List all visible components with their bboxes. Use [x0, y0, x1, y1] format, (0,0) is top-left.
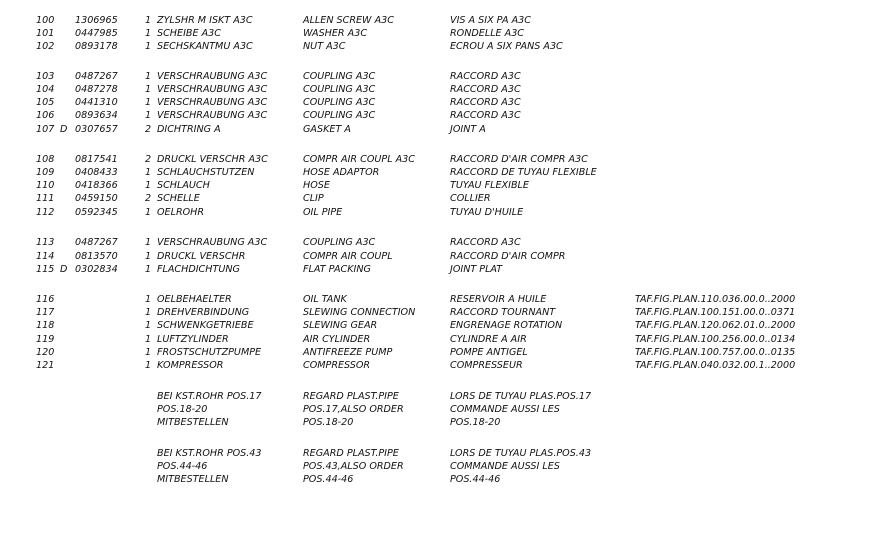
cell-en: CLIP: [303, 193, 324, 204]
cell-de: ZYLSHR M ISKT A3C: [157, 15, 253, 26]
cell-num: 0459150: [75, 193, 118, 204]
cell-en: WASHER A3C: [303, 28, 368, 39]
cell-pos: 107: [36, 124, 55, 135]
cell-en: OIL TANK: [303, 294, 347, 305]
cell-ref: TAF.FIG.PLAN.120.062.01.0..2000: [635, 320, 796, 331]
cell-en: OIL PIPE: [303, 207, 343, 218]
note-line-de: BEI KST.ROHR POS.17: [157, 391, 262, 402]
cell-en: SLEWING GEAR: [303, 320, 378, 331]
cell-ref: TAF.FIG.PLAN.100.757.00.0..0135: [635, 347, 796, 358]
cell-fr: RACCORD A3C: [450, 84, 521, 95]
cell-en: HOSE: [303, 180, 330, 191]
note-line-en: POS.43,ALSO ORDER: [303, 461, 404, 472]
note-line-de: MITBESTELLEN: [157, 474, 229, 485]
note-line-fr: COMMANDE AUSSI LES: [450, 461, 560, 472]
cell-qty: 1: [145, 28, 152, 39]
cell-num: 0487267: [75, 71, 118, 82]
cell-de: DICHTRING A: [157, 124, 221, 135]
cell-de: FROSTSCHUTZPUMPE: [157, 347, 262, 358]
cell-pos: 106: [36, 110, 55, 121]
cell-num: 0307657: [75, 124, 118, 135]
cell-num: 0893634: [75, 110, 118, 121]
cell-qty: 2: [145, 154, 152, 165]
note-line-en: POS.18-20: [303, 417, 354, 428]
note-line-fr: COMMANDE AUSSI LES: [450, 404, 560, 415]
cell-fr: RESERVOIR A HUILE: [450, 294, 547, 305]
note-line-fr: LORS DE TUYAU PLAS.POS.17: [450, 391, 592, 402]
cell-num: 0418366: [75, 180, 118, 191]
cell-num: 0893178: [75, 41, 118, 52]
note-line-fr: LORS DE TUYAU PLAS.POS.43: [450, 448, 592, 459]
cell-pos: 119: [36, 334, 55, 345]
cell-qty: 1: [145, 264, 152, 275]
cell-en: SLEWING CONNECTION: [303, 307, 416, 318]
cell-num: 0441310: [75, 97, 118, 108]
cell-fr: JOINT PLAT: [450, 264, 503, 275]
cell-de: VERSCHRAUBUNG A3C: [157, 84, 268, 95]
cell-de: VERSCHRAUBUNG A3C: [157, 237, 268, 248]
cell-num: 0487278: [75, 84, 118, 95]
cell-en: COUPLING A3C: [303, 97, 376, 108]
cell-ref: TAF.FIG.PLAN.100.256.00.0..0134: [635, 334, 796, 345]
cell-fr: COMPRESSEUR: [450, 360, 523, 371]
note-line-en: REGARD PLAST.PIPE: [303, 448, 399, 459]
cell-qty: 1: [145, 307, 152, 318]
cell-de: SCHELLE: [157, 193, 200, 204]
cell-fr: RONDELLE A3C: [450, 28, 525, 39]
cell-pos: 104: [36, 84, 55, 95]
cell-pos: 102: [36, 41, 55, 52]
cell-qty: 1: [145, 237, 152, 248]
cell-en: COUPLING A3C: [303, 110, 376, 121]
cell-qty: 1: [145, 294, 152, 305]
cell-qty: 1: [145, 84, 152, 95]
cell-en: COMPRESSOR: [303, 360, 371, 371]
cell-en: ANTIFREEZE PUMP: [303, 347, 393, 358]
cell-num: 0408433: [75, 167, 118, 178]
cell-de: VERSCHRAUBUNG A3C: [157, 110, 268, 121]
cell-fr: TUYAU D'HUILE: [450, 207, 524, 218]
cell-de: VERSCHRAUBUNG A3C: [157, 97, 268, 108]
cell-de: VERSCHRAUBUNG A3C: [157, 71, 268, 82]
cell-en: FLAT PACKING: [303, 264, 371, 275]
cell-qty: 2: [145, 124, 152, 135]
cell-fr: RACCORD TOURNANT: [450, 307, 556, 318]
cell-fr: RACCORD DE TUYAU FLEXIBLE: [450, 167, 597, 178]
cell-pos: 109: [36, 167, 55, 178]
note-line-fr: POS.44-46: [450, 474, 501, 485]
cell-d: D: [60, 264, 68, 275]
cell-en: COUPLING A3C: [303, 71, 376, 82]
cell-qty: 1: [145, 334, 152, 345]
cell-pos: 112: [36, 207, 55, 218]
cell-fr: CYLINDRE A AIR: [450, 334, 527, 345]
note-line-en: POS.17,ALSO ORDER: [303, 404, 404, 415]
cell-de: OELROHR: [157, 207, 205, 218]
cell-fr: RACCORD A3C: [450, 71, 521, 82]
note-line-de: POS.18-20: [157, 404, 208, 415]
note-line-fr: POS.18-20: [450, 417, 501, 428]
note-line-de: POS.44-46: [157, 461, 208, 472]
cell-qty: 1: [145, 97, 152, 108]
cell-en: COMPR AIR COUPL A3C: [303, 154, 415, 165]
cell-pos: 103: [36, 71, 55, 82]
cell-fr: RACCORD A3C: [450, 237, 521, 248]
cell-en: HOSE ADAPTOR: [303, 167, 380, 178]
cell-pos: 117: [36, 307, 55, 318]
cell-en: COUPLING A3C: [303, 84, 376, 95]
cell-qty: 1: [145, 15, 152, 26]
cell-qty: 1: [145, 320, 152, 331]
cell-fr: RACCORD A3C: [450, 110, 521, 121]
cell-de: OELBEHAELTER: [157, 294, 232, 305]
cell-en: GASKET A: [303, 124, 351, 135]
cell-en: ALLEN SCREW A3C: [303, 15, 394, 26]
cell-qty: 1: [145, 251, 152, 262]
cell-pos: 111: [36, 193, 55, 204]
cell-de: DREHVERBINDUNG: [157, 307, 250, 318]
cell-de: LUFTZYLINDER: [157, 334, 229, 345]
cell-en: COMPR AIR COUPL: [303, 251, 393, 262]
cell-pos: 114: [36, 251, 55, 262]
cell-qty: 1: [145, 110, 152, 121]
cell-pos: 120: [36, 347, 55, 358]
cell-pos: 121: [36, 360, 55, 371]
cell-de: SCHLAUCHSTUTZEN: [157, 167, 255, 178]
cell-fr: TUYAU FLEXIBLE: [450, 180, 529, 191]
cell-fr: ECROU A SIX PANS A3C: [450, 41, 563, 52]
cell-pos: 116: [36, 294, 55, 305]
cell-de: FLACHDICHTUNG: [157, 264, 240, 275]
cell-de: DRUCKL VERSCHR: [157, 251, 246, 262]
cell-num: 0813570: [75, 251, 118, 262]
cell-pos: 113: [36, 237, 55, 248]
cell-num: 0447985: [75, 28, 118, 39]
cell-d: D: [60, 124, 68, 135]
cell-en: AIR CYLINDER: [303, 334, 371, 345]
cell-de: DRUCKL VERSCHR A3C: [157, 154, 268, 165]
note-line-de: MITBESTELLEN: [157, 417, 229, 428]
cell-pos: 108: [36, 154, 55, 165]
cell-qty: 2: [145, 193, 152, 204]
cell-qty: 1: [145, 41, 152, 52]
cell-pos: 100: [36, 15, 55, 26]
cell-ref: TAF.FIG.PLAN.110.036.00.0..2000: [635, 294, 796, 305]
cell-de: KOMPRESSOR: [157, 360, 224, 371]
cell-qty: 1: [145, 167, 152, 178]
cell-de: SECHSKANTMU A3C: [157, 41, 253, 52]
cell-de: SCHWENKGETRIEBE: [157, 320, 254, 331]
cell-fr: RACCORD D'AIR COMPR A3C: [450, 154, 588, 165]
cell-pos: 115: [36, 264, 55, 275]
cell-pos: 110: [36, 180, 55, 191]
cell-qty: 1: [145, 347, 152, 358]
cell-num: 0302834: [75, 264, 118, 275]
cell-num: 1306965: [75, 15, 118, 26]
cell-num: 0817541: [75, 154, 118, 165]
note-line-en: REGARD PLAST.PIPE: [303, 391, 399, 402]
note-line-de: BEI KST.ROHR POS.43: [157, 448, 262, 459]
cell-qty: 1: [145, 71, 152, 82]
note-line-en: POS.44-46: [303, 474, 354, 485]
cell-ref: TAF.FIG.PLAN.100.151.00.0..0371: [635, 307, 796, 318]
cell-de: SCHLAUCH: [157, 180, 210, 191]
cell-ref: TAF.FIG.PLAN.040.032.00.1..2000: [635, 360, 796, 371]
cell-fr: POMPE ANTIGEL: [450, 347, 528, 358]
cell-pos: 105: [36, 97, 55, 108]
cell-fr: JOINT A: [450, 124, 486, 135]
cell-qty: 1: [145, 360, 152, 371]
cell-fr: COLLIER: [450, 193, 491, 204]
cell-en: COUPLING A3C: [303, 237, 376, 248]
cell-en: NUT A3C: [303, 41, 346, 52]
cell-fr: ENGRENAGE ROTATION: [450, 320, 563, 331]
cell-fr: VIS A SIX PA A3C: [450, 15, 531, 26]
cell-num: 0487267: [75, 237, 118, 248]
cell-fr: RACCORD D'AIR COMPR: [450, 251, 566, 262]
cell-qty: 1: [145, 180, 152, 191]
cell-pos: 118: [36, 320, 55, 331]
cell-pos: 101: [36, 28, 55, 39]
cell-qty: 1: [145, 207, 152, 218]
cell-num: 0592345: [75, 207, 118, 218]
cell-de: SCHEIBE A3C: [157, 28, 221, 39]
cell-fr: RACCORD A3C: [450, 97, 521, 108]
